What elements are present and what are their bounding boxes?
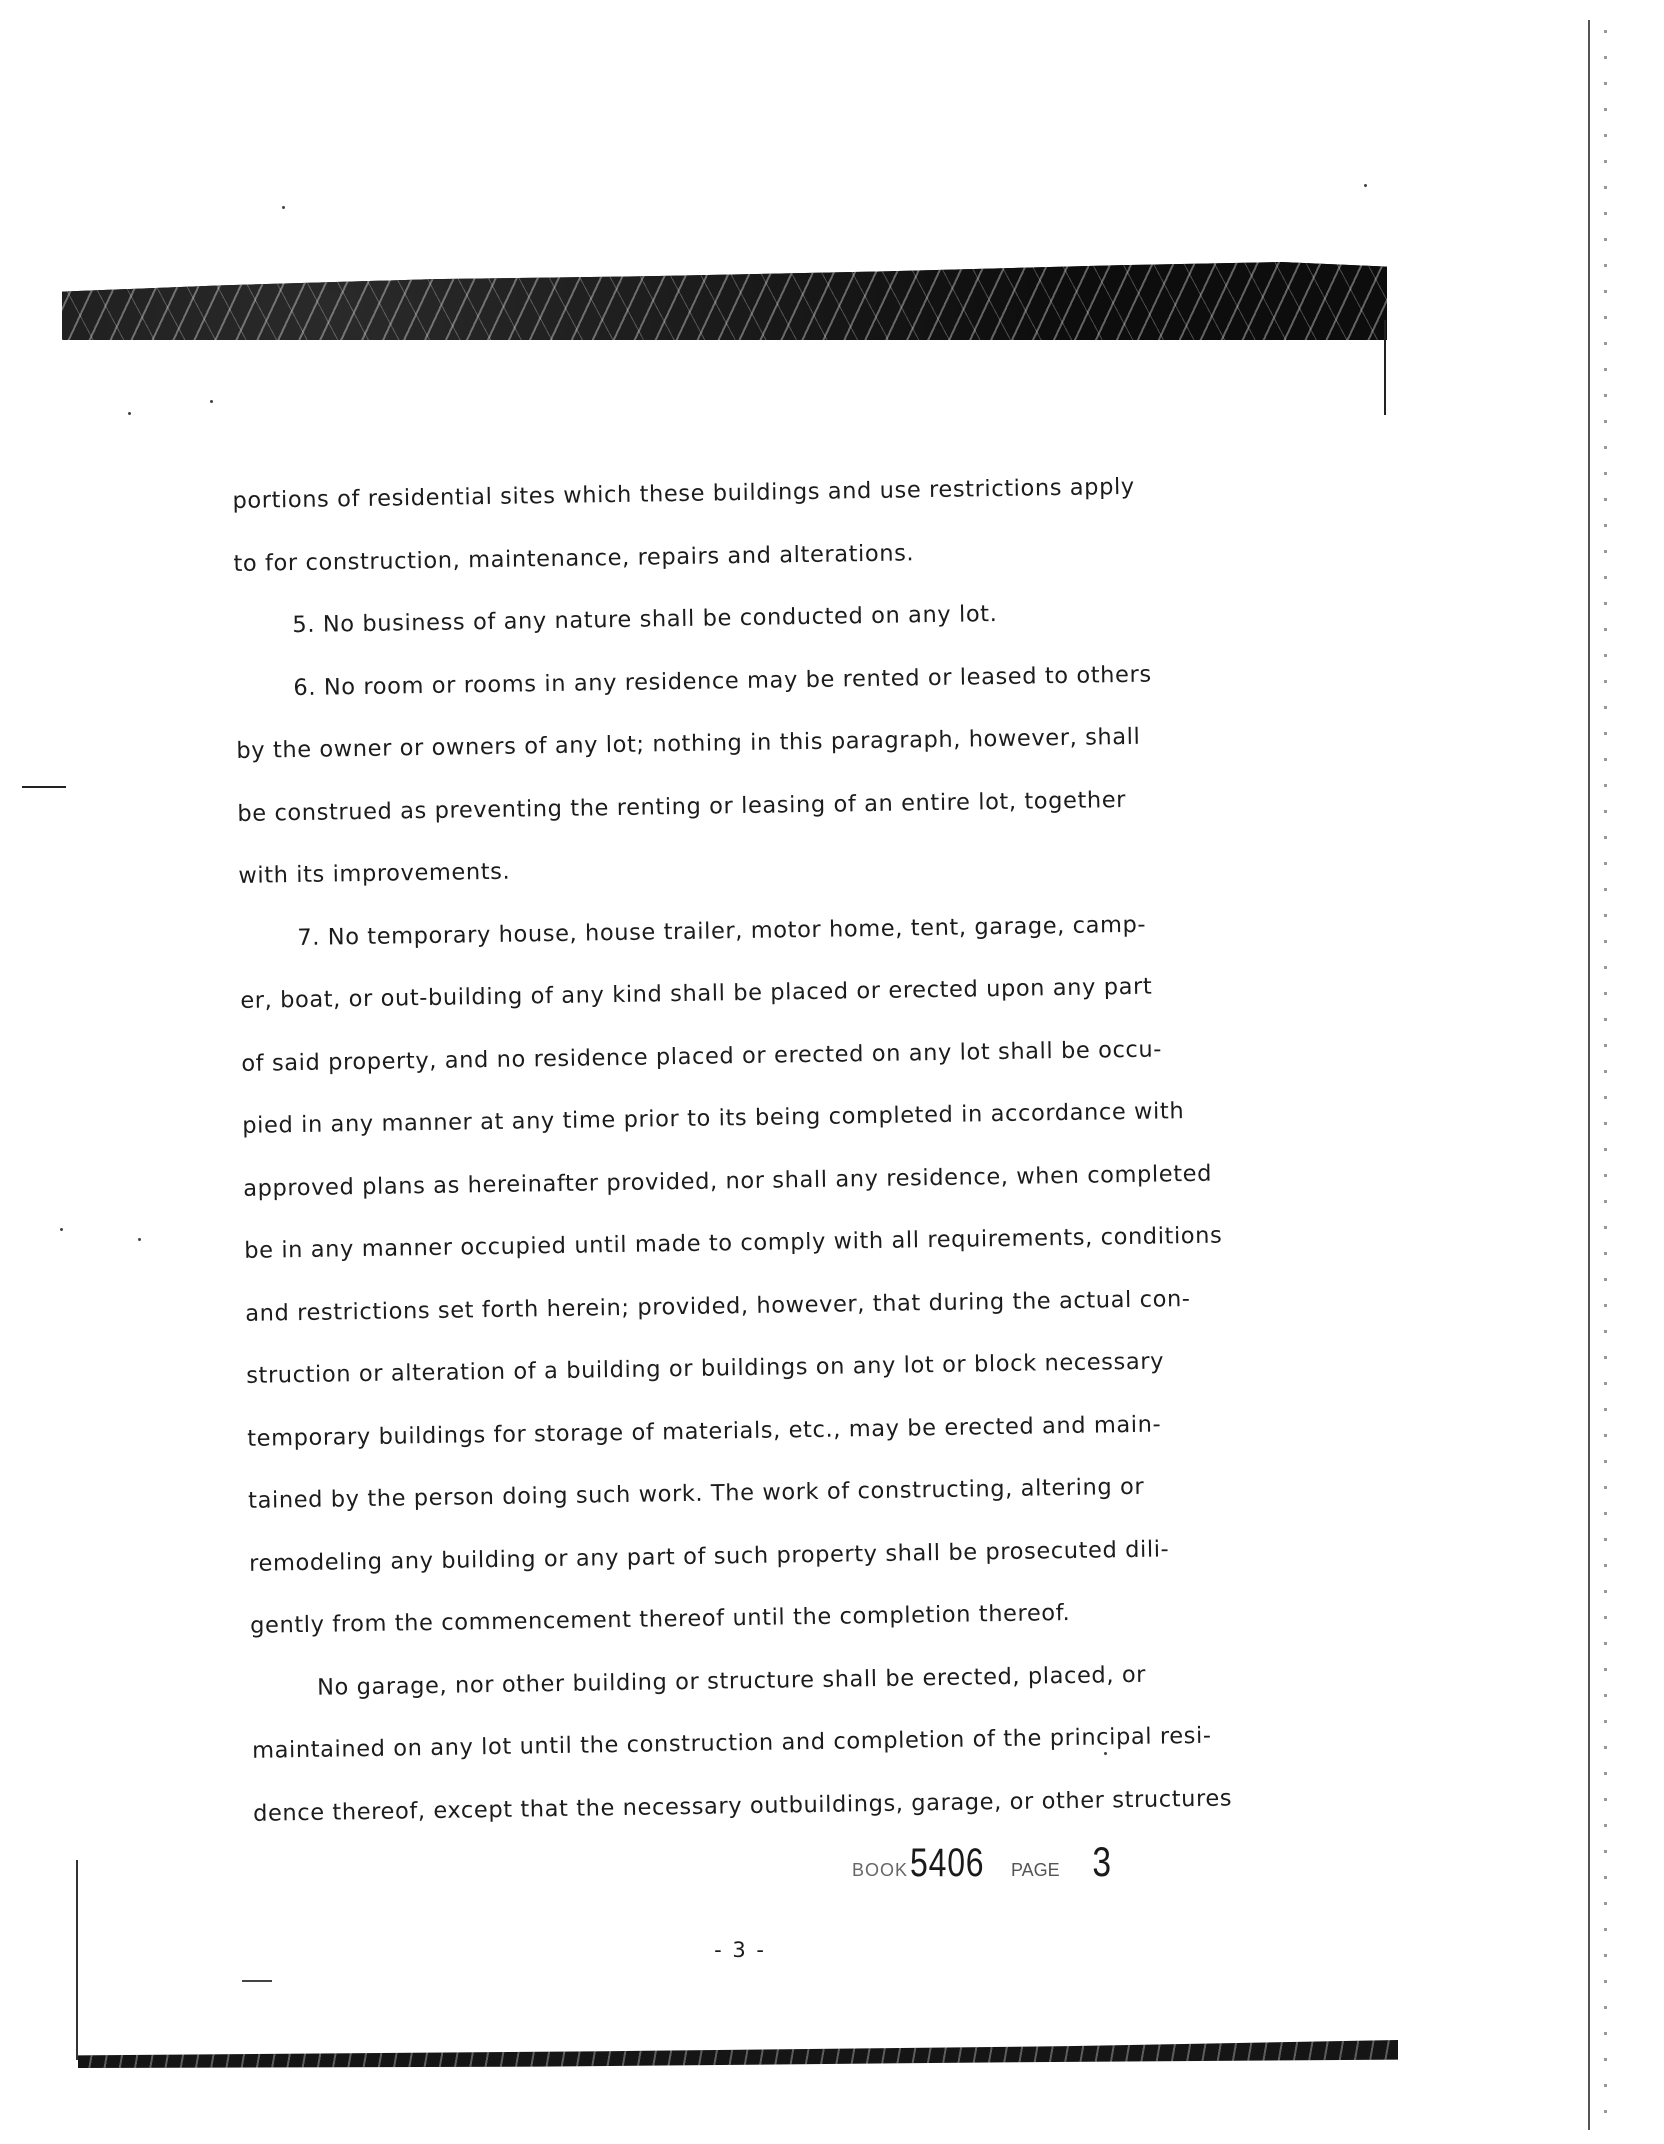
paragraph-garage: No garage, nor other building or structure shall be erected, placed, or: [316, 1661, 1147, 1701]
scan-edge-right: [1588, 20, 1590, 2130]
page-number: - 3 -: [714, 1938, 766, 1962]
text-line: approved plans as hereinafter provided, nor shall any residence, when completed: [243, 1160, 1213, 1202]
text-line: and restrictions set forth herein; provided, however, that during the actual con-: [245, 1285, 1191, 1327]
scan-speck: [210, 400, 213, 403]
scan-edge-dots: [1604, 30, 1607, 2120]
scan-noise-band-bottom: [78, 2040, 1398, 2068]
text-line: of said property, and no residence placed or erected on any lot shall be occu-: [241, 1035, 1163, 1077]
scan-edge-line: [1384, 320, 1386, 415]
page-label: PAGE: [1011, 1860, 1060, 1880]
scan-speck: [282, 206, 285, 209]
text-line: er, boat, or out-building of any kind shall be placed or erected upon any part: [240, 973, 1153, 1014]
scan-speck: [60, 1228, 63, 1231]
stamp-page-number: 3: [1092, 1838, 1111, 1885]
book-label: BOOK: [852, 1860, 909, 1880]
text-line: gently from the commencement thereof until the completion thereof.: [249, 1599, 1071, 1639]
text-line: to for construction, maintenance, repairs and alterations.: [233, 539, 915, 577]
text-line: struction or alteration of a building or buildings on any lot or block necessary: [246, 1348, 1165, 1389]
book-number: 5406: [910, 1841, 985, 1885]
document-body: [232, 453, 1323, 1845]
text-line: pied in any manner at any time prior to its being completed in accordance with: [242, 1098, 1185, 1139]
text-line: be construed as preventing the renting or leasing of an entire lot, together: [237, 786, 1127, 827]
margin-mark: [242, 1980, 272, 1982]
scan-speck: [1364, 184, 1367, 187]
paragraph-5: 5. No business of any nature shall be conducted on any lot.: [292, 600, 998, 639]
text-line: dence thereof, except that the necessary outbuildings, garage, or other structures: [252, 1784, 1233, 1827]
paragraph-6: 6. No room or rooms in any residence may be rented or leased to others: [293, 661, 1152, 701]
scan-speck: [128, 412, 131, 415]
paragraph-7: 7. No temporary house, house trailer, motor home, tent, garage, camp-: [297, 911, 1147, 951]
text-line: be in any manner occupied until made to comply with all requirements, conditions: [244, 1222, 1223, 1264]
scan-speck: [138, 1238, 141, 1241]
margin-mark: [22, 786, 66, 788]
text-line: temporary buildings for storage of materials, etc., may be erected and main-: [247, 1411, 1162, 1452]
text-line: tained by the person doing such work. The work of constructing, altering or: [247, 1473, 1145, 1514]
book-page-stamp: [852, 1838, 1113, 1898]
scan-edge-left: [76, 1860, 78, 2060]
text-line: by the owner or owners of any lot; nothing in this paragraph, however, shall: [236, 723, 1141, 764]
text-line: portions of residential sites which these buildings and use restrictions apply: [232, 473, 1135, 514]
text-line: with its improvements.: [238, 858, 511, 889]
text-line: remodeling any building or any part of such property shall be prosecuted dili-: [248, 1535, 1170, 1577]
text-line: maintained on any lot until the construction and completion of the principal resi-: [251, 1722, 1212, 1764]
scan-noise-band-top: [62, 262, 1387, 340]
